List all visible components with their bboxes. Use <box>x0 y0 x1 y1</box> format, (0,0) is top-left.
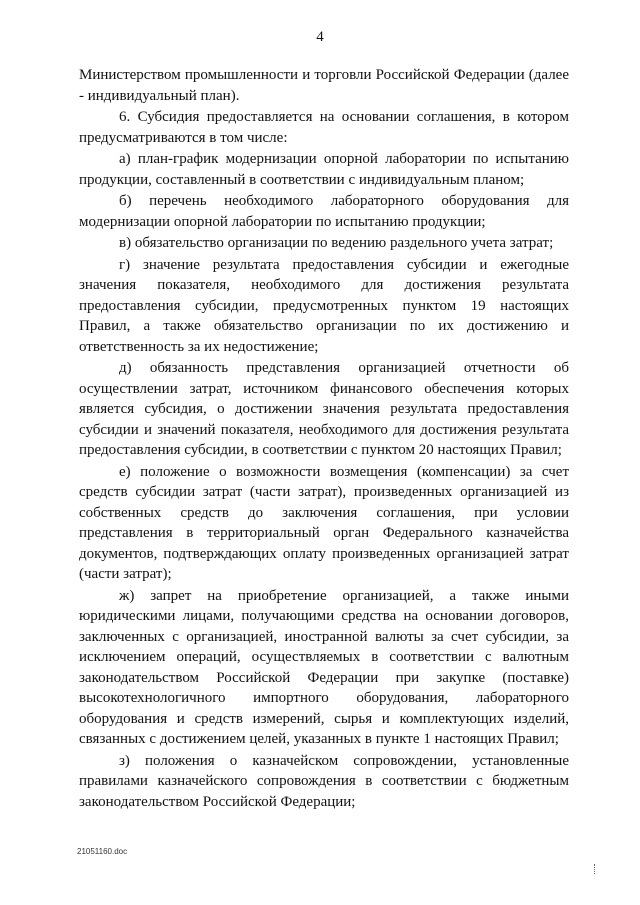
paragraph: Министерством промышленности и торговли Российской Федерации (далее - индивидуальный план). <box>79 67 569 104</box>
paragraph: ж) запрет на приобретение организацией, а также иными юридическими лицами, получающими средства на основании договоров, заключенных с организацией, иностранной валюты за счет субсидии, за исключением операций, осуществляемых в соответствии с валютным законодательством Российской Федерации при закупке (поставке) высокотехнологичного импортного оборудования, лабораторного оборудования и средств измерений, сырья и комплектующих изделий, связанных с достижением целей, указанных в пункте 1 настоящих Правил; <box>79 587 569 747</box>
paragraph: 6. Субсидия предоставляется на основании соглашения, в котором предусматриваются в том числе: <box>79 109 569 146</box>
paragraph: а) план-график модернизации опорной лаборатории по испытанию продукции, составленный в соответствии с индивидуальным планом; <box>79 151 569 188</box>
file-name-footer: 21051160.doc <box>77 847 128 856</box>
paragraph: з) положения о казначейском сопровождении, установленные правилами казначейского сопровождения в соответствии с бюджетным законодательством Российской Федерации; <box>79 752 569 810</box>
paragraph: д) обязанность представления организацией отчетности об осуществлении затрат, источником финансового обеспечения которых является субсидия, о достижении значения результата предоставления субсидии и значений показателя, необходимого для достижения результата предоставления субсидии, в соответствии с пунктом 20 настоящих Правил; <box>79 360 569 458</box>
paragraph: е) положение о возможности возмещения (компенсации) за счет средств субсидии затрат (части затрат), произведенных организацией из собственных средств до заключения соглашения, при условии представления в территориальный орган Федерального казначейства документов, подтверждающих оплату произведенных организацией затрат (части затрат); <box>79 463 569 582</box>
page-number: 4 <box>316 29 324 45</box>
paragraph: г) значение результата предоставления субсидии и ежегодные значения показателя, необходимого для достижения результата предоставления субсидии, предусмотренных пунктом 19 настоящих Правил, а также обязательство организации по их достижению и ответственность за их недостижение; <box>79 256 569 355</box>
paragraph: б) перечень необходимого лабораторного оборудования для модернизации опорной лаборатории по испытанию продукции; <box>79 193 569 230</box>
scan-mark <box>594 864 599 874</box>
document-body <box>79 65 569 813</box>
paragraph: в) обязательство организации по ведению раздельного учета затрат; <box>119 235 554 251</box>
